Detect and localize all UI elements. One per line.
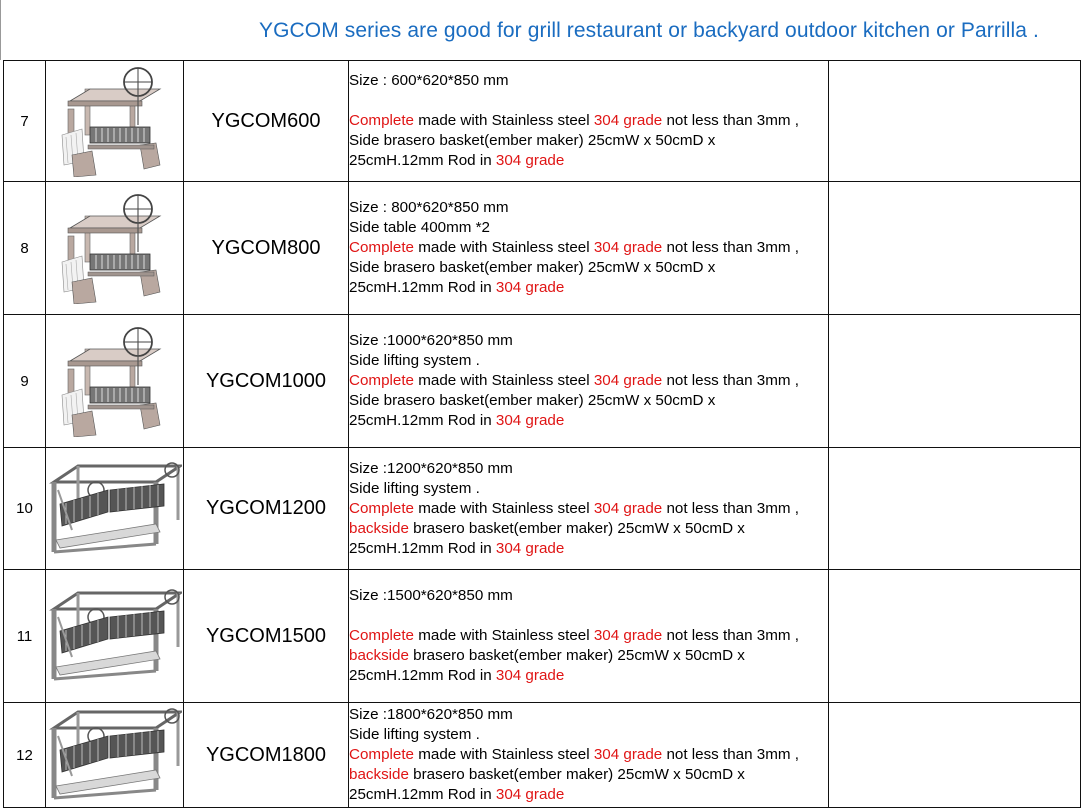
description-text: Side brasero basket(ember maker) 25cmW x 50cmD x <box>349 132 716 149</box>
description-text: Side lifting system . <box>349 352 480 369</box>
description-text: not less than 3mm , <box>662 112 799 129</box>
description-text: Size :1500*620*850 mm <box>349 587 513 604</box>
grill-wheel-icon <box>46 65 183 177</box>
description-text: not less than 3mm , <box>662 627 799 644</box>
product-image <box>46 182 184 315</box>
model-name: YGCOM600 <box>184 61 349 182</box>
highlight-text: 304 grade <box>495 786 565 803</box>
row-number: 9 <box>4 315 46 448</box>
description-line <box>349 238 828 258</box>
row-number: 7 <box>4 61 46 182</box>
description-line <box>349 705 828 725</box>
description-text: Size :1200*620*850 mm <box>349 459 513 477</box>
highlight-text: 304 grade <box>593 499 663 517</box>
product-description <box>349 448 829 570</box>
highlight-text: 304 grade <box>495 667 565 684</box>
description-text: 25cmH.12mm Rod in <box>349 152 496 169</box>
table-row <box>4 570 1081 703</box>
description-line <box>349 539 828 559</box>
table-row <box>4 182 1081 315</box>
description-text: not less than 3mm , <box>662 746 799 763</box>
description-text: Side brasero basket(ember maker) 25cmW x 50cmD x <box>349 259 716 276</box>
description-line <box>349 725 828 745</box>
table-row <box>4 315 1081 448</box>
description-text: not less than 3mm , <box>662 239 799 256</box>
description-text: 25cmH.12mm Rod in <box>349 412 496 429</box>
description-line <box>349 111 828 131</box>
description-text: Side table 400mm *2 <box>349 219 490 236</box>
description-line <box>349 331 828 351</box>
model-name: YGCOM1000 <box>184 315 349 448</box>
highlight-text: 304 grade <box>495 152 565 169</box>
description-text: made with Stainless steel <box>414 239 594 256</box>
description-text: Side brasero basket(ember maker) 25cmW x 50cmD x <box>349 392 716 409</box>
row-number: 8 <box>4 182 46 315</box>
description-line <box>349 371 828 391</box>
description-line <box>349 646 828 666</box>
description-line <box>349 411 828 431</box>
description-line <box>349 586 828 606</box>
table-row <box>4 448 1081 570</box>
empty-cell <box>829 315 1081 448</box>
highlight-text: 304 grade <box>593 746 663 763</box>
table-row <box>4 703 1081 808</box>
description-line <box>349 765 828 785</box>
description-line <box>349 71 828 91</box>
description-text: Side lifting system . <box>349 479 480 497</box>
description-line <box>349 351 828 371</box>
description-line <box>349 258 828 278</box>
description-line <box>349 626 828 646</box>
highlight-text: backside <box>349 519 409 537</box>
grill-wide-icon <box>46 460 183 558</box>
description-text: Size :1800*620*850 mm <box>349 706 513 723</box>
table-row <box>4 61 1081 182</box>
description-text: 25cmH.12mm Rod in <box>349 786 496 803</box>
description-text: Side lifting system . <box>349 726 480 743</box>
description-line <box>349 479 828 499</box>
description-text: brasero basket(ember maker) 25cmW x 50cmD x <box>408 766 745 783</box>
product-description <box>349 315 829 448</box>
description-line <box>349 745 828 765</box>
sheet-header <box>0 0 1083 60</box>
empty-cell <box>829 570 1081 703</box>
description-line <box>349 131 828 151</box>
product-image <box>46 703 184 808</box>
highlight-text: Complete <box>349 499 414 517</box>
description-line <box>349 606 828 626</box>
description-text: 25cmH.12mm Rod in <box>349 279 496 296</box>
description-text: made with Stainless steel <box>414 746 594 763</box>
highlight-text: 304 grade <box>593 372 663 389</box>
description-line <box>349 198 828 218</box>
empty-cell <box>829 448 1081 570</box>
model-name: YGCOM1500 <box>184 570 349 703</box>
product-image <box>46 315 184 448</box>
grill-wide-icon <box>46 706 183 804</box>
product-table <box>3 60 1081 808</box>
product-description <box>349 703 829 808</box>
highlight-text: backside <box>349 647 409 664</box>
highlight-text: 304 grade <box>593 627 663 644</box>
description-text: Size : 800*620*850 mm <box>349 199 509 216</box>
highlight-text: 304 grade <box>495 279 565 296</box>
product-description <box>349 570 829 703</box>
empty-cell <box>829 182 1081 315</box>
empty-cell <box>829 703 1081 808</box>
highlight-text: 304 grade <box>495 412 565 429</box>
product-image <box>46 570 184 703</box>
grill-wheel-icon <box>46 325 183 437</box>
description-text: Size : 600*620*850 mm <box>349 72 509 89</box>
page-title: YGCOM series are good for grill restaurant or backyard outdoor kitchen or Parrilla . <box>259 19 1039 42</box>
description-line <box>349 785 828 805</box>
grill-wheel-icon <box>46 192 183 304</box>
highlight-text: Complete <box>349 372 414 389</box>
description-text: made with Stainless steel <box>414 372 594 389</box>
highlight-text: Complete <box>349 112 414 129</box>
description-text: brasero basket(ember maker) 25cmW x 50cmD x <box>408 519 745 537</box>
description-line <box>349 278 828 298</box>
description-line <box>349 218 828 238</box>
description-text: made with Stainless steel <box>414 112 594 129</box>
product-description <box>349 182 829 315</box>
product-image <box>46 61 184 182</box>
description-text: 25cmH.12mm Rod in <box>349 539 496 557</box>
description-text: 25cmH.12mm Rod in <box>349 667 496 684</box>
description-line <box>349 459 828 479</box>
description-text: brasero basket(ember maker) 25cmW x 50cmD x <box>408 647 745 664</box>
model-name: YGCOM800 <box>184 182 349 315</box>
description-line <box>349 499 828 519</box>
description-text: made with Stainless steel <box>414 627 594 644</box>
row-number: 10 <box>4 448 46 570</box>
model-name: YGCOM1200 <box>184 448 349 570</box>
description-line <box>349 391 828 411</box>
highlight-text: 304 grade <box>593 112 663 129</box>
model-name: YGCOM1800 <box>184 703 349 808</box>
empty-cell <box>829 61 1081 182</box>
description-text: not less than 3mm , <box>662 372 799 389</box>
product-description <box>349 61 829 182</box>
description-text: Size :1000*620*850 mm <box>349 332 513 349</box>
grill-wide-icon <box>46 587 183 685</box>
product-image <box>46 448 184 570</box>
description-line <box>349 666 828 686</box>
highlight-text: Complete <box>349 239 414 256</box>
highlight-text: Complete <box>349 627 414 644</box>
description-line <box>349 519 828 539</box>
highlight-text: Complete <box>349 746 414 763</box>
description-text: made with Stainless steel <box>414 499 594 517</box>
description-line <box>349 151 828 171</box>
description-line <box>349 91 828 111</box>
row-number: 12 <box>4 703 46 808</box>
highlight-text: 304 grade <box>593 239 663 256</box>
highlight-text: 304 grade <box>495 539 565 557</box>
highlight-text: backside <box>349 766 409 783</box>
row-number: 11 <box>4 570 46 703</box>
description-text: not less than 3mm , <box>662 499 799 517</box>
